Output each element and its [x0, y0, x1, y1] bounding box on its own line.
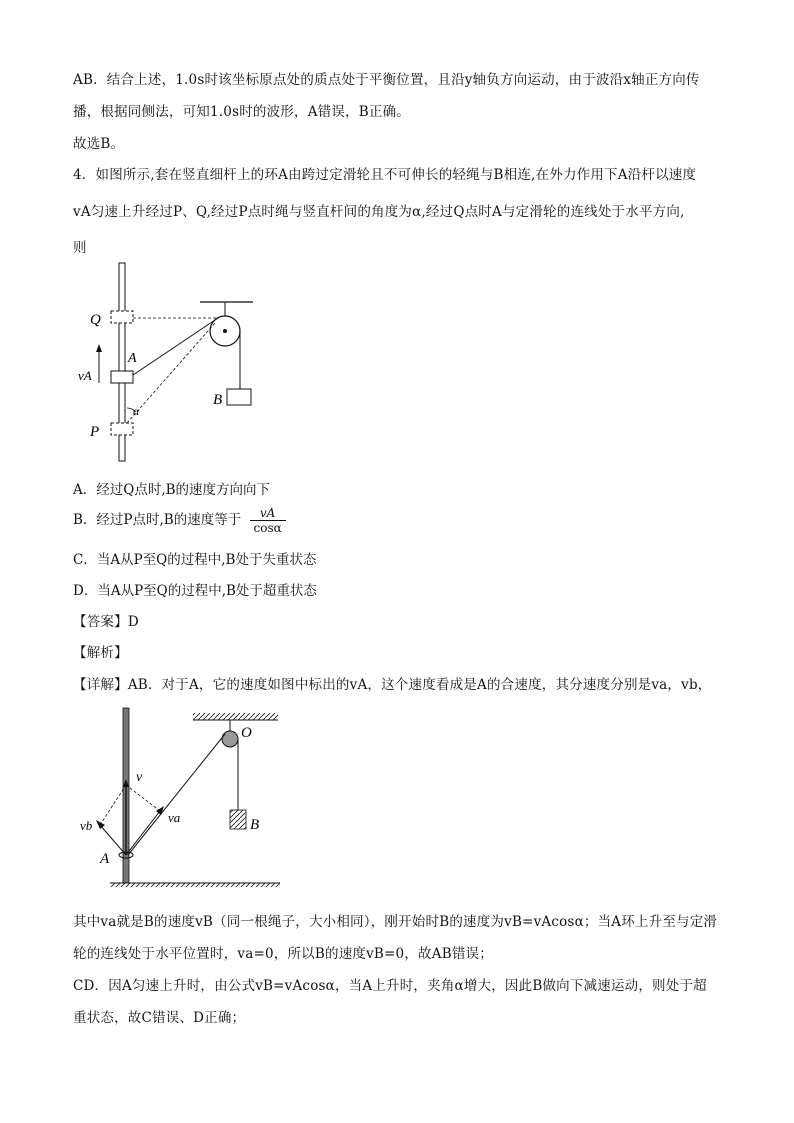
- pulley-figure-1: [75, 258, 265, 463]
- label-Q: Q: [90, 312, 101, 328]
- label-P: P: [90, 424, 100, 440]
- option-B: [73, 506, 286, 535]
- detail-line-1: [73, 673, 712, 693]
- block-B: [230, 810, 246, 829]
- question-line-1: 4．如图所示,套在竖直细杆上的环A由跨过定滑轮且不可伸长的轻绳与B相连,在外力作用下A沿杆以速度: [73, 167, 697, 183]
- ceiling-hatch: [193, 713, 278, 720]
- option-A: A．经过Q点时,B的速度方向向下: [73, 482, 271, 498]
- answer: [73, 610, 139, 630]
- rope-A: [133, 318, 218, 375]
- ring-Q: [111, 311, 133, 323]
- explain-line-2: 轮的连线处于水平位置时，va=0，所以B的速度vB=0，故AB错误；: [73, 946, 493, 962]
- option-C: C．当A从P至Q的过程中,B处于失重状态: [73, 552, 317, 568]
- detail-text: AB．对于A，它的速度如图中标出的vA，这个速度看成是A的合速度，其分速度分别是va，vb，: [127, 677, 712, 693]
- label-A: A: [128, 351, 137, 366]
- analysis-label: 【解析】: [73, 645, 128, 661]
- block-B: [227, 389, 251, 405]
- prev-line-2: 播，根据同侧法，可知1.0s时的波形，A错误，B正确。: [73, 104, 410, 120]
- answer-value: D: [127, 614, 139, 630]
- label-O: O: [241, 725, 252, 741]
- prev-line-3: 故选B。: [73, 136, 125, 152]
- velocity-arrowhead: [96, 344, 102, 352]
- fraction-denominator: cosα: [253, 521, 282, 535]
- option-B-text: B．经过P点时,B的速度等于: [73, 512, 242, 528]
- rope-A: [128, 734, 225, 855]
- ground-hatch: [110, 883, 280, 887]
- pulley-figure-2: [80, 703, 285, 888]
- dashed-parallelogram-1: [100, 785, 126, 825]
- label-alpha: α: [133, 404, 140, 418]
- label-B: B: [213, 392, 223, 408]
- ring-P: [111, 423, 133, 435]
- arrow-va: [126, 811, 160, 855]
- label-va: va: [168, 810, 181, 825]
- prev-line-1: AB．结合上述，1.0s时该坐标原点处的质点处于平衡位置，且沿y轴负方向运动，由于波沿x轴正方向传: [73, 72, 700, 88]
- fraction: [250, 506, 286, 535]
- label-vA: vA: [78, 368, 92, 383]
- explain-line-4: 重状态，故C错误、D正确；: [73, 1010, 246, 1026]
- ring-A: [111, 371, 133, 383]
- pulley-axle: [223, 329, 227, 333]
- answer-label: 【答案】: [73, 614, 128, 630]
- fraction-numerator: vA: [250, 506, 286, 521]
- label-vb: vb: [80, 818, 93, 833]
- explain-line-3: CD．因A匀速上升时，由公式vB=vAcosα，当A上升时，夹角α增大，因此B做向下减速运动，则处于超: [73, 978, 707, 994]
- pulley-wheel: [222, 731, 238, 747]
- option-D: D．当A从P至Q的过程中,B处于超重状态: [73, 583, 317, 599]
- label-B: B: [250, 817, 260, 833]
- label-v: v: [136, 770, 143, 785]
- explain-line-1: 其中va就是B的速度vB（同一根绳子，大小相同），刚开始时B的速度为vB=vAcosα；当A环上升至与定滑: [73, 914, 718, 930]
- label-A: A: [100, 851, 110, 867]
- detail-label: 【详解】: [73, 677, 128, 693]
- question-line-3: 则: [73, 240, 87, 256]
- dashed-rope-P: [127, 323, 215, 423]
- question-line-2: vA匀速上升经过P、Q,经过P点时绳与竖直杆间的角度为α,经过Q点时A与定滑轮的连线处于水平方向,: [73, 204, 685, 220]
- dashed-parallelogram-2: [126, 785, 160, 811]
